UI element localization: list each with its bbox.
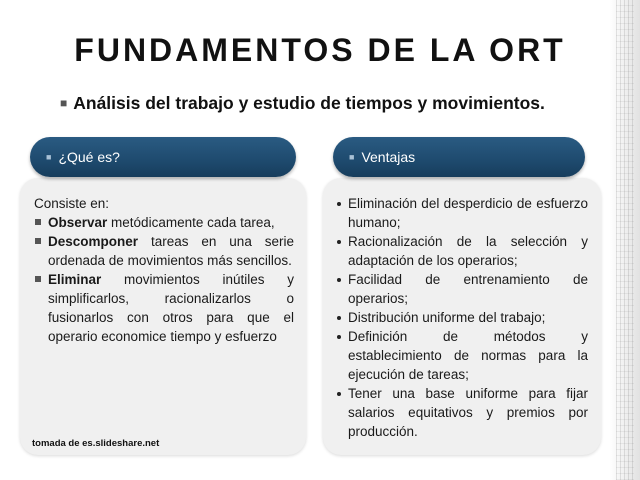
que-es-intro: Consiste en: [34,196,110,211]
subtitle-text: Análisis del trabajo y estudio de tiempos y movimientos. [73,93,545,113]
list-item-text: tareas en una serie ordenada de movimientos más sencillos. [48,234,294,268]
slide-subtitle [60,93,600,114]
source-credit: tomada de es.slideshare.net [32,438,160,449]
que-es-list [34,213,294,346]
que-es-header-label: ¿Qué es? [58,149,120,165]
square-bullet-icon: ■ [60,96,68,110]
list-item: Eliminación del desperdicio de esfuerzo humano; [334,194,588,232]
ventajas-header [333,137,585,177]
square-bullet-icon: ■ [46,152,52,162]
que-es-header [30,137,296,177]
list-item-text: metódicamente cada tarea, [107,215,275,230]
ventajas-header-label: Ventajas [361,149,416,165]
que-es-body [34,194,294,346]
list-item [34,232,294,270]
list-item: Racionalización de la selección y adaptación de los operarios; [334,232,588,270]
list-item: Distribución uniforme del trabajo; [334,308,588,327]
list-item-keyword: Eliminar [48,272,102,287]
list-item: Tener una base uniforme para fijar salarios equitativos y premios por producción. [334,384,588,441]
list-item-text: movimientos inútiles y simplificarlos, racionalizarlos o fusionarlos con otros para que el operario economice tiempo y esfuerzo [48,272,294,344]
decorative-edge-pattern [616,0,634,480]
list-item [34,270,294,346]
square-bullet-icon: ■ [349,152,355,162]
slide-title: FUNDAMENTOS DE LA ORT [74,32,566,68]
list-item: Definición de métodos y establecimiento de normas para la ejecución de tareas; [334,327,588,384]
list-item-keyword: Descomponer [48,234,139,249]
ventajas-list [334,194,588,441]
list-item [34,213,294,232]
ventajas-body [334,194,588,441]
list-item: Facilidad de entrenamiento de operarios; [334,270,588,308]
list-item-keyword: Observar [48,215,108,230]
